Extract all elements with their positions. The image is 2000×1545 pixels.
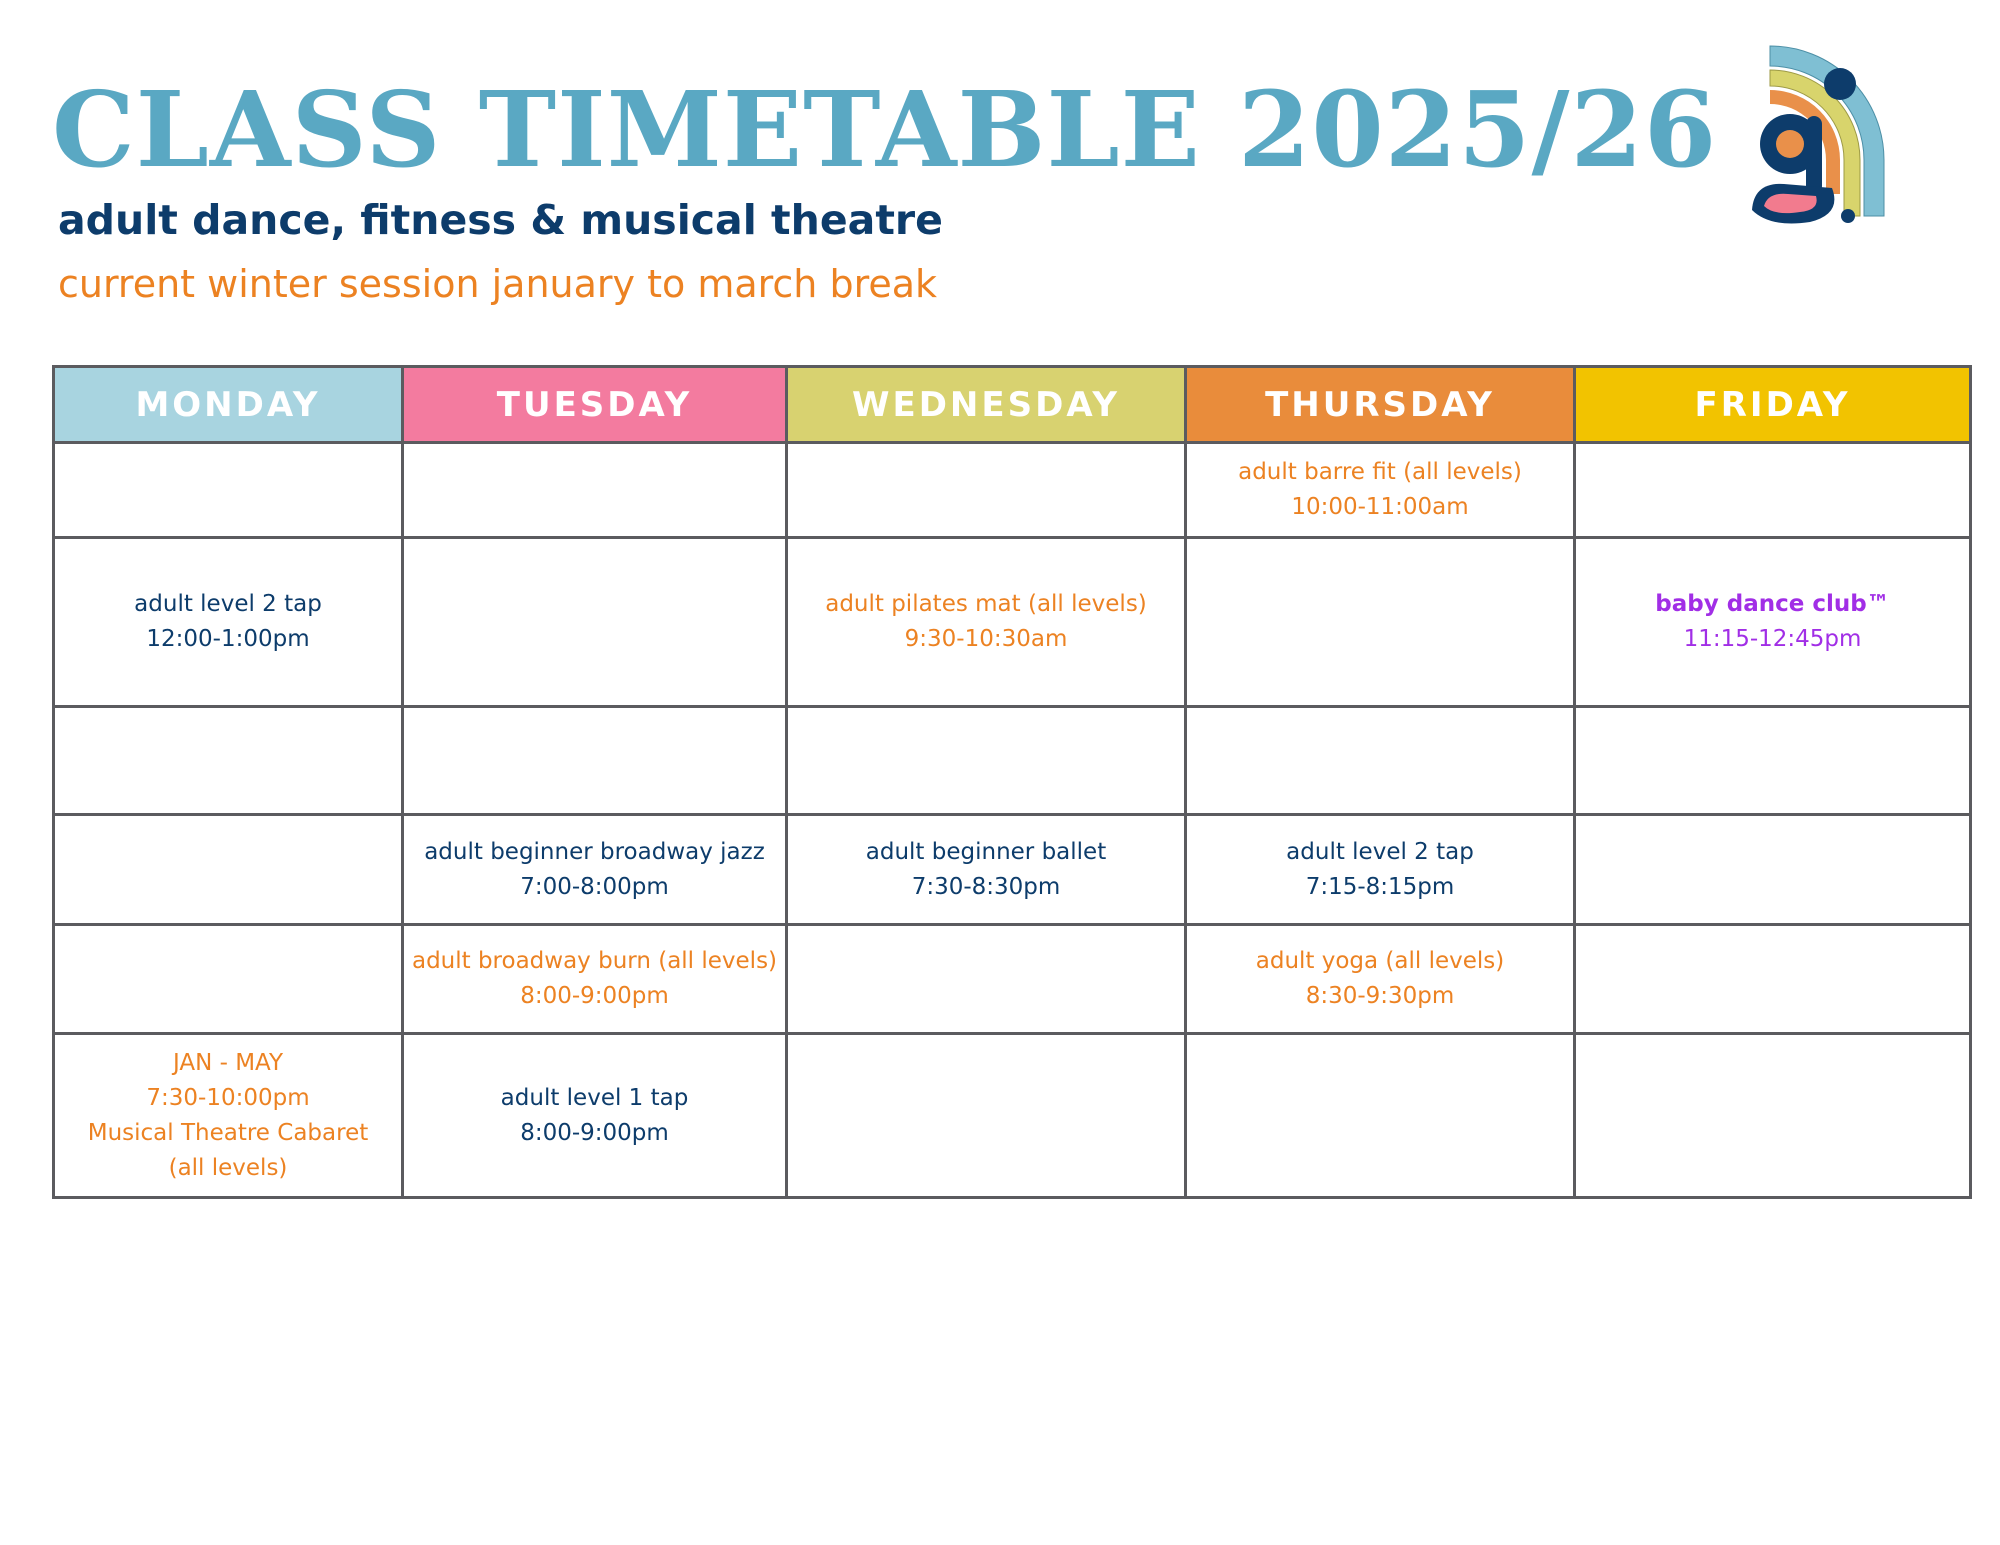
- timetable-cell: [787, 443, 1186, 538]
- class-name: Musical Theatre Cabaret: [87, 1119, 369, 1146]
- class-name: adult level 2 tap: [134, 591, 322, 617]
- timetable-cell: [1186, 538, 1575, 707]
- class-time: 11:15-12:45pm: [1683, 626, 1862, 652]
- timetable-cell: [54, 707, 403, 815]
- day-header-friday: FRIDAY: [1575, 367, 1971, 443]
- timetable-cell: [54, 815, 403, 925]
- class-name: adult barre fit (all levels): [1238, 459, 1522, 485]
- timetable-cell: [787, 815, 1186, 925]
- timetable-cell: [1575, 1034, 1971, 1198]
- timetable-cell: [787, 1034, 1186, 1198]
- timetable-cell: [787, 538, 1186, 707]
- session-note: current winter session january to march break: [58, 262, 938, 306]
- timetable-cell: [787, 707, 1186, 815]
- timetable-cell: [403, 1034, 787, 1198]
- class-level: (all levels): [168, 1154, 288, 1181]
- timetable-cell: [1575, 538, 1971, 707]
- class-name: adult level 1 tap: [500, 1084, 689, 1111]
- timetable-cell: [403, 707, 787, 815]
- timetable-cell: [1186, 443, 1575, 538]
- timetable-cell: [54, 538, 403, 707]
- g-logo-rainbow-icon: [1740, 44, 1890, 234]
- day-header-wednesday: WEDNESDAY: [787, 367, 1186, 443]
- day-header-tuesday: TUESDAY: [403, 367, 787, 443]
- day-header-monday: MONDAY: [54, 367, 403, 443]
- class-name: adult level 2 tap: [1286, 838, 1474, 865]
- table-row: [54, 1034, 1971, 1198]
- day-header-thursday: THURSDAY: [1186, 367, 1575, 443]
- timetable-cell: [1575, 815, 1971, 925]
- timetable-cell: [1186, 1034, 1575, 1198]
- class-name: adult pilates mat (all levels): [825, 591, 1147, 617]
- table-row: [54, 815, 1971, 925]
- class-time: 8:30-9:30pm: [1305, 983, 1455, 1009]
- class-time: 7:00-8:00pm: [520, 873, 669, 900]
- class-time: 8:00-9:00pm: [520, 983, 669, 1009]
- class-time: 8:00-9:00pm: [520, 1119, 669, 1146]
- class-name: adult beginner ballet: [865, 838, 1107, 865]
- class-name: adult broadway burn (all levels): [411, 948, 778, 974]
- table-row: [54, 538, 1971, 707]
- class-time: 10:00-11:00am: [1291, 494, 1469, 520]
- timetable-cell: [403, 815, 787, 925]
- timetable-cell: [787, 925, 1186, 1034]
- timetable-cell: [54, 925, 403, 1034]
- class-time: 9:30-10:30am: [904, 626, 1068, 652]
- table-row: [54, 443, 1971, 538]
- timetable-cell: [1186, 815, 1575, 925]
- table-row: [54, 925, 1971, 1034]
- class-timetable: [52, 365, 1972, 1199]
- table-row: [54, 707, 1971, 815]
- class-time: 7:30-10:00pm: [146, 1084, 310, 1111]
- timetable-cell: [1186, 707, 1575, 815]
- timetable-cell: [403, 538, 787, 707]
- timetable-cell: [1186, 925, 1575, 1034]
- class-name: adult yoga (all levels): [1255, 948, 1505, 974]
- class-name: adult beginner broadway jazz: [424, 838, 765, 865]
- class-time: 7:30-8:30pm: [911, 873, 1061, 900]
- timetable-cell: [403, 925, 787, 1034]
- timetable-cell: [54, 443, 403, 538]
- timetable-cell: [1575, 707, 1971, 815]
- class-time: 7:15-8:15pm: [1305, 873, 1455, 900]
- timetable-cell: [1575, 443, 1971, 538]
- timetable-cell: [403, 443, 787, 538]
- class-time: 12:00-1:00pm: [146, 626, 310, 652]
- timetable-cell: [1575, 925, 1971, 1034]
- class-name: baby dance club™: [1655, 591, 1890, 617]
- page-title: CLASS TIMETABLE 2025/26: [52, 68, 1718, 191]
- page-subtitle: adult dance, fitness & musical theatre: [58, 196, 943, 244]
- timetable-cell: [54, 1034, 403, 1198]
- class-dates: JAN - MAY: [172, 1049, 284, 1076]
- day-header-row: [54, 367, 1971, 443]
